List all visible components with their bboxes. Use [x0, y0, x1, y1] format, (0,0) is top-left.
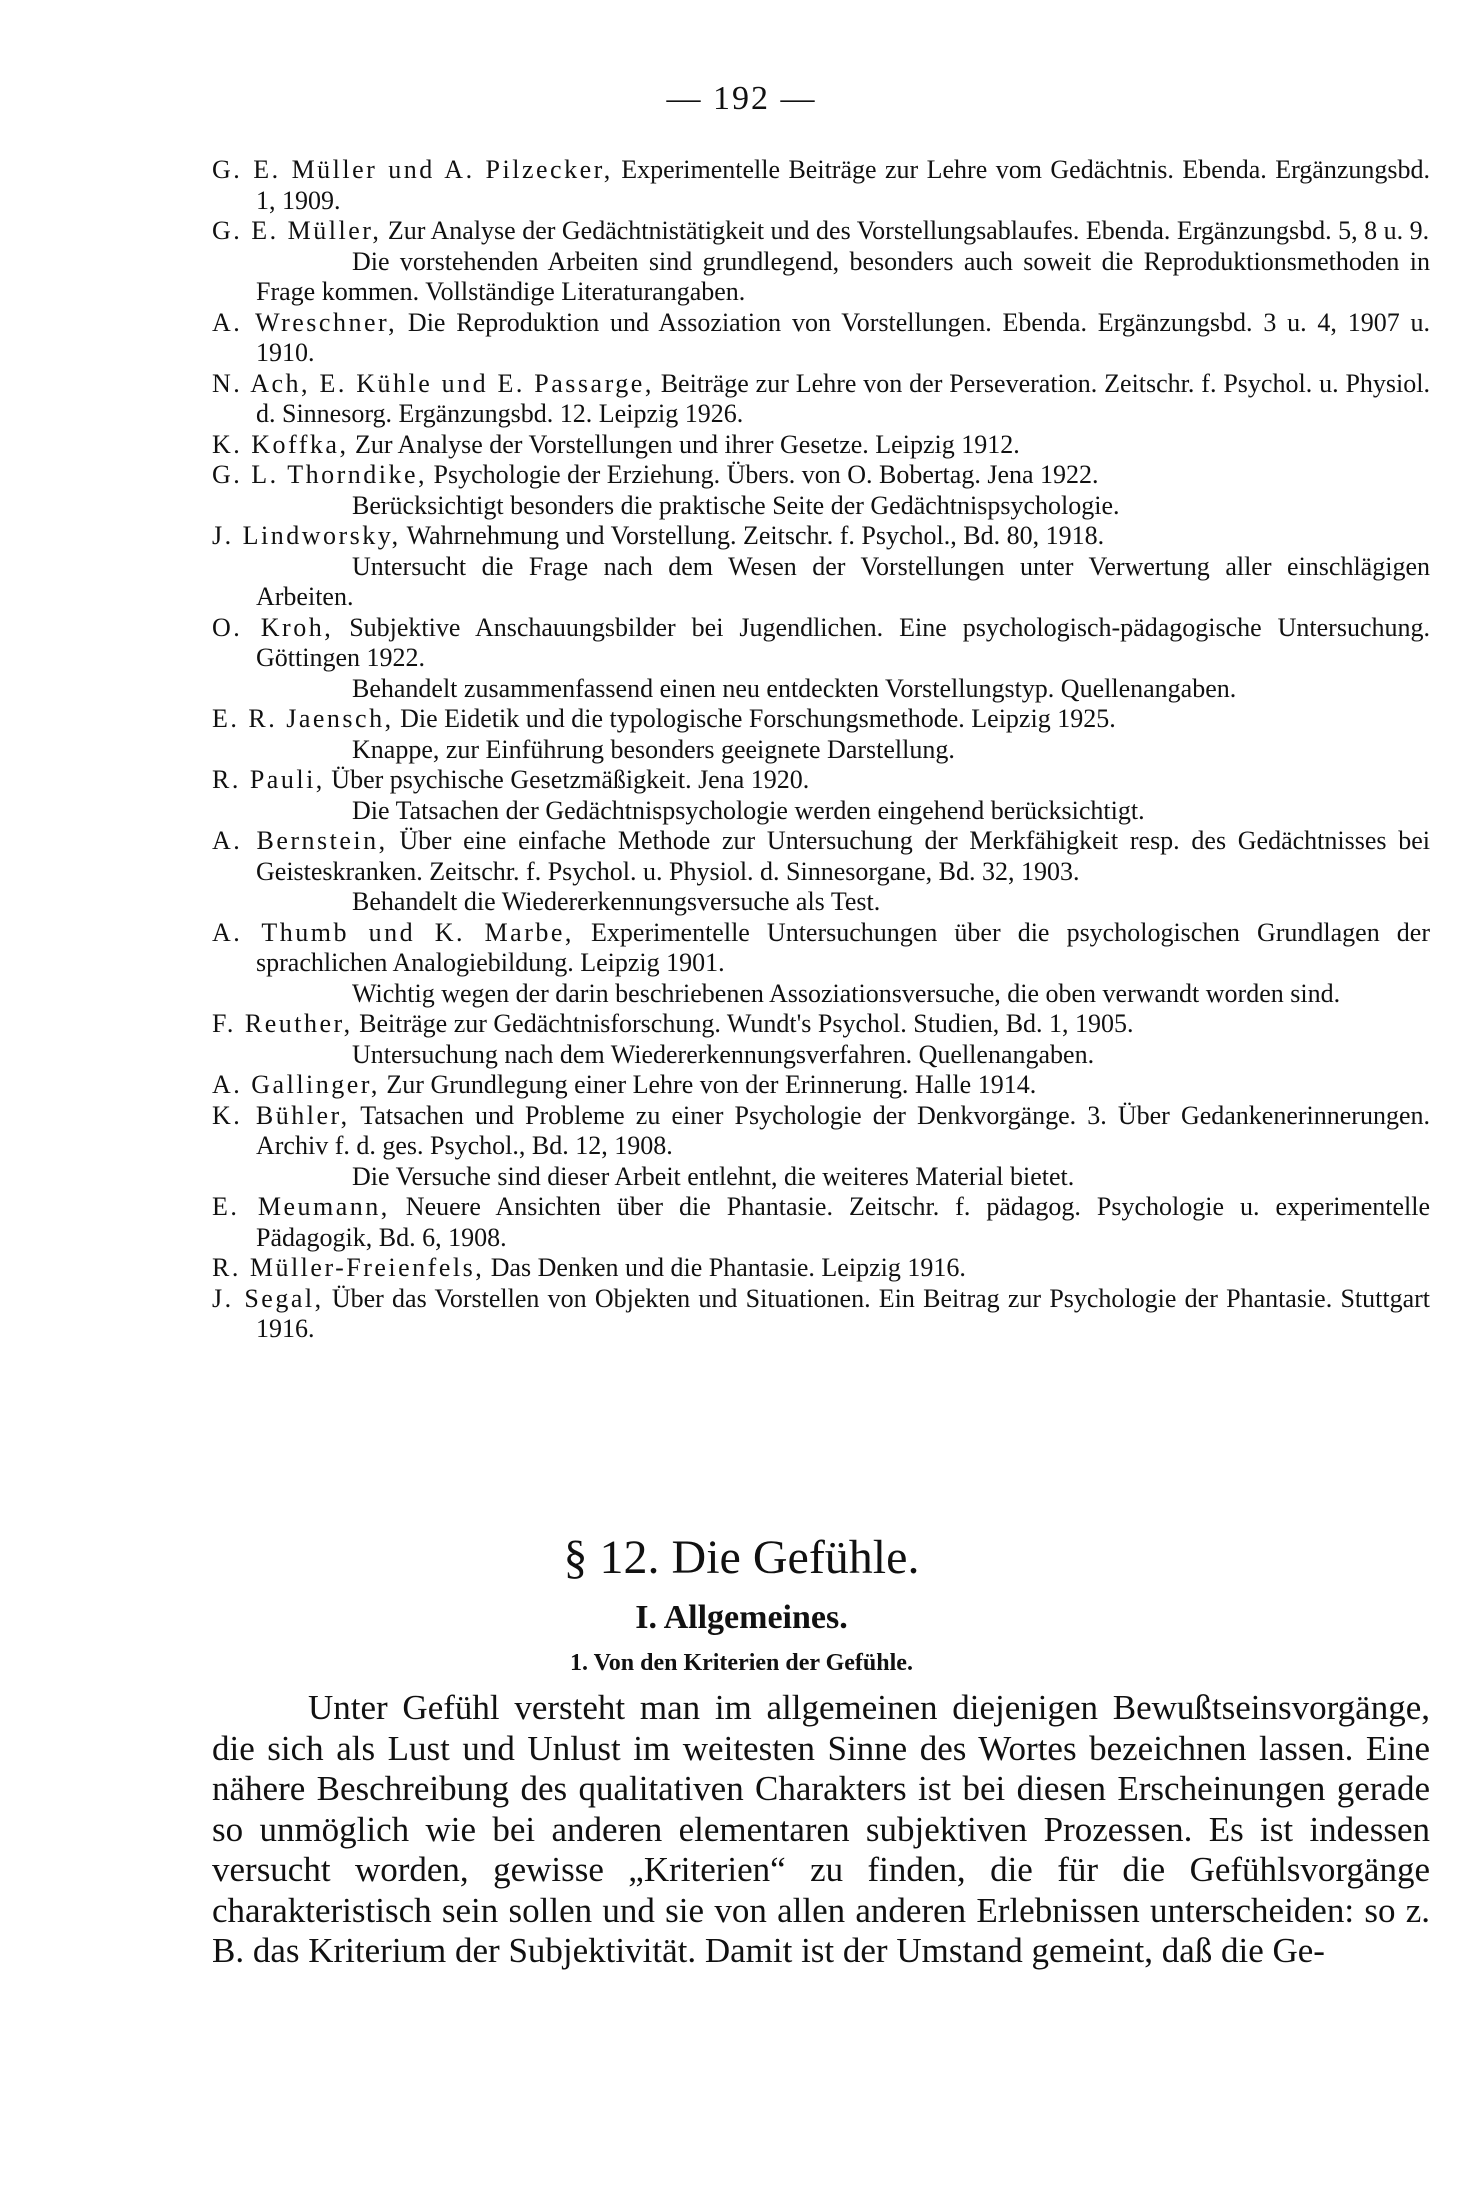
reference-text: Beiträge zur Gedächtnisforschung. Wundt's Psychol. Studien, Bd. 1, 1905. [352, 1009, 1134, 1038]
reference-entry [212, 1192, 1430, 1253]
reference-text: Über eine einfache Methode zur Untersuchung der Merkfähigkeit resp. des Gedächtnisses bei Geisteskranken. Zeitschr. f. Psychol. u. Physiol. d. Sinnesorgane, Bd. 32, 1903. [256, 826, 1431, 886]
reference-text: Das Denken und die Phantasie. Leipzig 1916. [484, 1253, 966, 1282]
reference-author: R. Pauli, [212, 765, 325, 794]
reference-author: E. R. Jaensch, [212, 704, 394, 733]
reference-author: K. Bühler, [212, 1100, 350, 1130]
reference-entry [212, 460, 1430, 491]
body-paragraph: Unter Gefühl versteht man im allgemeinen diejenigen Bewußtseinsvorgänge, die sich als Lust und Unlust im weitesten Sinne des Wortes bezeichnen lassen. Eine nähere Beschreibung des qualitativen Charakters ist bei diesen Erscheinungen gerade so unmöglich wie bei anderen elementaren subjektiven Prozessen. Es ist indessen versucht worden, gewisse „Kriterien“ zu finden, die für die Gefühlsvorgänge charakteristisch sein sollen und sie von allen anderen Erlebnissen unterscheiden: so z. B. das Kriterium der Subjektivität. Damit ist der Umstand gemeint, daß die Ge- [212, 1688, 1430, 1970]
reference-entry [212, 216, 1430, 247]
reference-author: A. Wreschner, [212, 307, 398, 337]
reference-author: G. E. Müller, [212, 216, 382, 245]
reference-text: Experimentelle Beiträge zur Lehre vom Gedächtnis. Ebenda. Ergänzungsbd. 1, 1909. [256, 155, 1430, 215]
reference-note: Die Tatsachen der Gedächtnispsychologie werden eingehend berücksichtigt. [352, 795, 1145, 825]
reference-note: Behandelt die Wiedererkennungsversuche als Test. [352, 887, 881, 916]
reference-note: Die vorstehenden Arbeiten sind grundlegend, besonders auch soweit die Reproduktionsmethoden in Frage kommen. Vollständige Literaturangaben. [256, 246, 1430, 306]
reference-entry [212, 430, 1430, 461]
reference-author: A. Bernstein, [212, 826, 388, 855]
page-number: — 192 — [666, 80, 817, 117]
reference-note: Wichtig wegen der darin beschriebenen Assoziationsversuche, die oben verwandt worden sind. [352, 978, 1341, 1008]
reference-text: Beiträge zur Lehre von der Perseveration. Zeitschr. f. Psychol. u. Physiol. d. Sinnesorg. Ergänzungsbd. 12. Leipzig 1926. [256, 368, 1430, 428]
reference-text: Tatsachen und Probleme zu einer Psychologie der Denkvorgänge. 3. Über Gedankenerinnerungen. Archiv f. d. ges. Psychol., Bd. 12, 1908. [256, 1100, 1431, 1160]
reference-text: Zur Analyse der Gedächtnistätigkeit und des Vorstellungsablaufes. Ebenda. Ergänzungsbd. 5, 8 u. 9. [381, 216, 1430, 245]
reference-author: R. Müller-Freienfels, [212, 1253, 485, 1282]
reference-author: G. E. Müller und A. Pilzecker, [212, 155, 613, 184]
reference-entry [212, 826, 1430, 887]
reference-note: Behandelt zusammenfassend einen neu entdeckten Vorstellungstyp. Quellenangaben. [352, 673, 1237, 703]
reference-text: Wahrnehmung und Vorstellung. Zeitschr. f. Psychol., Bd. 80, 1918. [400, 521, 1105, 550]
section-subsubtitle: 1. Von den Kriterien der Gefühle. [570, 1650, 913, 1676]
reference-author: A. Thumb und K. Marbe, [212, 917, 574, 947]
reference-author: G. L. Thorndike, [212, 460, 427, 489]
reference-entry [212, 155, 1430, 216]
reference-entry [212, 521, 1430, 552]
reference-note: Knappe, zur Einführung besonders geeignete Darstellung. [352, 734, 955, 764]
reference-entry [212, 369, 1430, 430]
reference-text: Über das Vorstellen von Objekten und Situationen. Ein Beitrag zur Psychologie der Phantasie. Stuttgart 1916. [256, 1283, 1431, 1343]
reference-entry [212, 918, 1430, 979]
reference-text: Subjektive Anschauungsbilder bei Jugendlichen. Eine psychologisch-pädagogische Untersuchung. Göttingen 1922. [256, 612, 1430, 672]
reference-entry [212, 613, 1430, 674]
section-title: § 12. Die Gefühle. [563, 1531, 920, 1584]
reference-text: Experimentelle Untersuchungen über die psychologischen Grundlagen der sprachlichen Analogiebildung. Leipzig 1901. [256, 917, 1430, 977]
reference-entry [212, 1101, 1430, 1162]
reference-author: F. Reuther, [212, 1009, 353, 1038]
reference-author: J. Lindworsky, [212, 521, 401, 550]
reference-entry [212, 308, 1430, 369]
reference-author: K. Koffka, [212, 429, 349, 459]
reference-author: J. Segal, [212, 1283, 324, 1313]
reference-entry [212, 765, 1430, 796]
reference-text: Über psychische Gesetzmäßigkeit. Jena 1920. [324, 765, 810, 794]
reference-note: Untersuchung nach dem Wiedererkennungsverfahren. Quellenangaben. [352, 1039, 1095, 1069]
reference-text: Zur Grundlegung einer Lehre von der Erinnerung. Halle 1914. [379, 1070, 1037, 1099]
reference-text: Die Reproduktion und Assoziation von Vorstellungen. Ebenda. Ergänzungsbd. 3 u. 4, 1907 u. 1910. [256, 307, 1430, 367]
reference-author: O. Kroh, [212, 612, 334, 642]
reference-text: Die Eidetik und die typologische Forschungsmethode. Leipzig 1925. [393, 704, 1116, 733]
reference-note: Die Versuche sind dieser Arbeit entlehnt, die weiteres Material bietet. [352, 1161, 1075, 1191]
reference-author: E. Meumann, [212, 1192, 390, 1221]
reference-entry [212, 704, 1430, 735]
reference-entry [212, 1009, 1430, 1040]
reference-entry [212, 1284, 1430, 1345]
reference-text: Psychologie der Erziehung. Übers. von O. Bobertag. Jena 1922. [427, 460, 1099, 489]
reference-author: N. Ach, E. Kühle und E. Passarge, [212, 368, 654, 398]
reference-list [212, 155, 1430, 1345]
reference-entry [212, 1253, 1430, 1284]
reference-note: Berücksichtigt besonders die praktische Seite der Gedächtnispsychologie. [352, 490, 1120, 520]
reference-text: Zur Analyse der Vorstellungen und ihrer Gesetze. Leipzig 1912. [348, 429, 1020, 459]
section-subtitle: I. Allgemeines. [635, 1599, 848, 1636]
reference-text: Neuere Ansichten über die Phantasie. Zeitschr. f. pädagog. Psychologie u. experimentelle Pädagogik, Bd. 6, 1908. [256, 1192, 1430, 1252]
reference-entry [212, 1070, 1430, 1101]
reference-author: A. Gallinger, [212, 1070, 380, 1099]
reference-note: Untersucht die Frage nach dem Wesen der Vorstellungen unter Verwertung aller einschlägigen Arbeiten. [256, 551, 1430, 611]
